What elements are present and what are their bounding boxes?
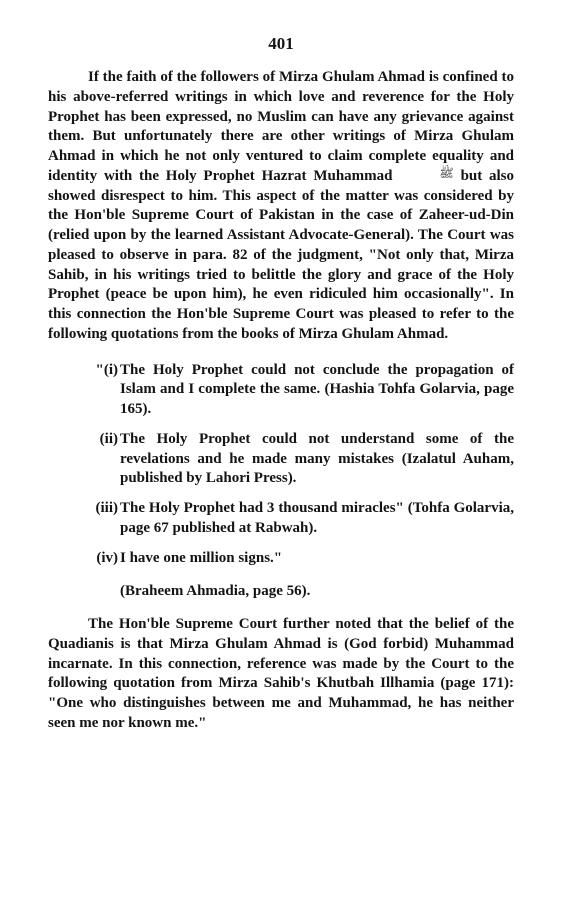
- paragraph-conclusion: The Hon'ble Supreme Court further noted that the belief of the Quadianis is that Mirza Ghulam Ahmad is (God forbid) Muhammad incarnate. In this connection, reference was made by the Court to the following quotation from Mirza Sahib's Khutbah Illhamia (page 171): "One who distinguishes between me and Muhammad, he has neither seen me nor known me.": [48, 616, 514, 731]
- paragraph-intro: [48, 68, 514, 345]
- quotation-text: The Holy Prophet could not conclude the propagation of Islam and I complete the same. (Hashia Tohfa Golarvia, page 165).: [120, 361, 514, 417]
- quotation-item: [48, 430, 514, 489]
- quotation-item: [48, 361, 514, 420]
- quotation-text: The Holy Prophet could not understand some of the revelations and he made many mistakes (Izalatul Auham, published by Lahori Press).: [120, 430, 514, 487]
- paragraph-intro-text-a: If the faith of the followers of Mirza Ghulam Ahmad is confined to his above-referred writings in which love and reverence for the Holy Prophet has been expressed, no Muslim can have any grievance against them. But unfortunately there are other writings of Mirza Ghulam Ahmad in which he not only ventured to claim complete equality and identity with the Holy Prophet Hazrat Muhammad: [48, 69, 514, 184]
- quotation-source: (Braheem Ahmadia, page 56).: [120, 583, 311, 600]
- quotation-label: (iii): [95, 500, 118, 516]
- quotation-text: I have one million signs.": [120, 549, 283, 566]
- quotation-label: "(i): [95, 361, 118, 378]
- salutation-mark: ﷺ: [439, 165, 454, 180]
- quotation-item: [48, 549, 514, 569]
- quotation-label: (iv): [96, 549, 118, 566]
- document-page: [48, 34, 514, 734]
- quotation-item: [48, 499, 514, 539]
- quotation-label: (ii): [99, 430, 118, 447]
- paragraph-intro-text-b: but also showed disrespect to him. This aspect of the matter was considered by the Hon'ble Supreme Court of Pakistan in the case of Zaheer-ud-Din (relied upon by the learned Assistant Advocate-General). The Court was pleased to observe in para. 82 of the judgment, "Not only that, Mirza Sahib, in his writings tried to belittle the glory and grace of the Holy Prophet (peace be upon him), he even ridiculed him occasionally". In this connection the Hon'ble Supreme Court was pleased to refer to the following quotations from the books of Mirza Ghulam Ahmad.: [48, 167, 515, 342]
- page-number: 401: [268, 34, 294, 53]
- quotation-text: The Holy Prophet had 3 thousand miracles" (Tohfa Golarvia, page 67 published at Rabwah).: [120, 500, 514, 536]
